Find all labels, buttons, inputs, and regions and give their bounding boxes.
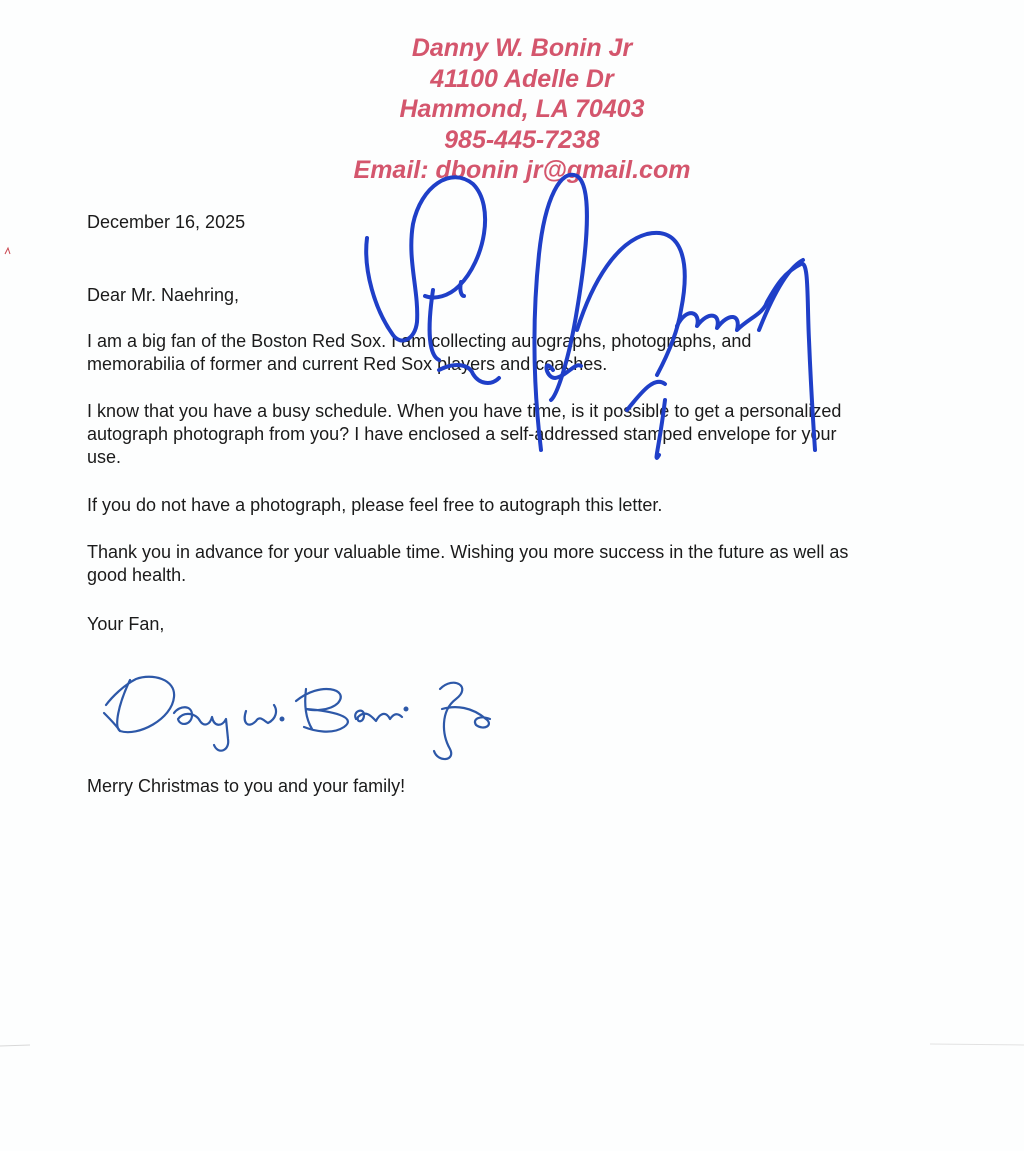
sender-signature — [100, 665, 505, 775]
letter-date: December 16, 2025 — [87, 212, 246, 232]
body-line: use. — [87, 447, 122, 467]
sender-email: Email: dbonin jr@gmail.com — [353, 156, 691, 184]
scan-line — [0, 1040, 1024, 1052]
body-line: autograph photograph from you? I have enclosed a self-addressed stamped envelope for your — [87, 424, 837, 444]
sender-street: 41100 Adelle Dr — [430, 64, 614, 93]
letter-closing: Your Fan, — [87, 614, 165, 634]
body-line: I know that you have a busy schedule. When you have time, is it possible to get a personalized — [87, 401, 842, 421]
letter-postscript: Merry Christmas to you and your family! — [87, 776, 406, 796]
sender-name: Danny W. Bonin Jr — [411, 34, 633, 62]
scan-speck — [4, 246, 12, 256]
letter-salutation: Dear Mr. Naehring, — [87, 285, 240, 305]
body-line: memorabilia of former and current Red Sox players and coaches. — [87, 354, 608, 374]
sender-phone: 985-445-7238 — [444, 125, 600, 154]
sender-city-state-zip: Hammond, LA 70403 — [399, 95, 645, 123]
body-line: If you do not have a photograph, please feel free to autograph this letter. — [87, 495, 663, 515]
body-line: Thank you in advance for your valuable time. Wishing you more success in the future as well as — [87, 542, 849, 562]
body-line: I am a big fan of the Boston Red Sox. I am collecting autographs, photographs, and — [87, 331, 752, 351]
autograph-signature — [355, 150, 830, 475]
body-line: good health. — [87, 565, 187, 585]
